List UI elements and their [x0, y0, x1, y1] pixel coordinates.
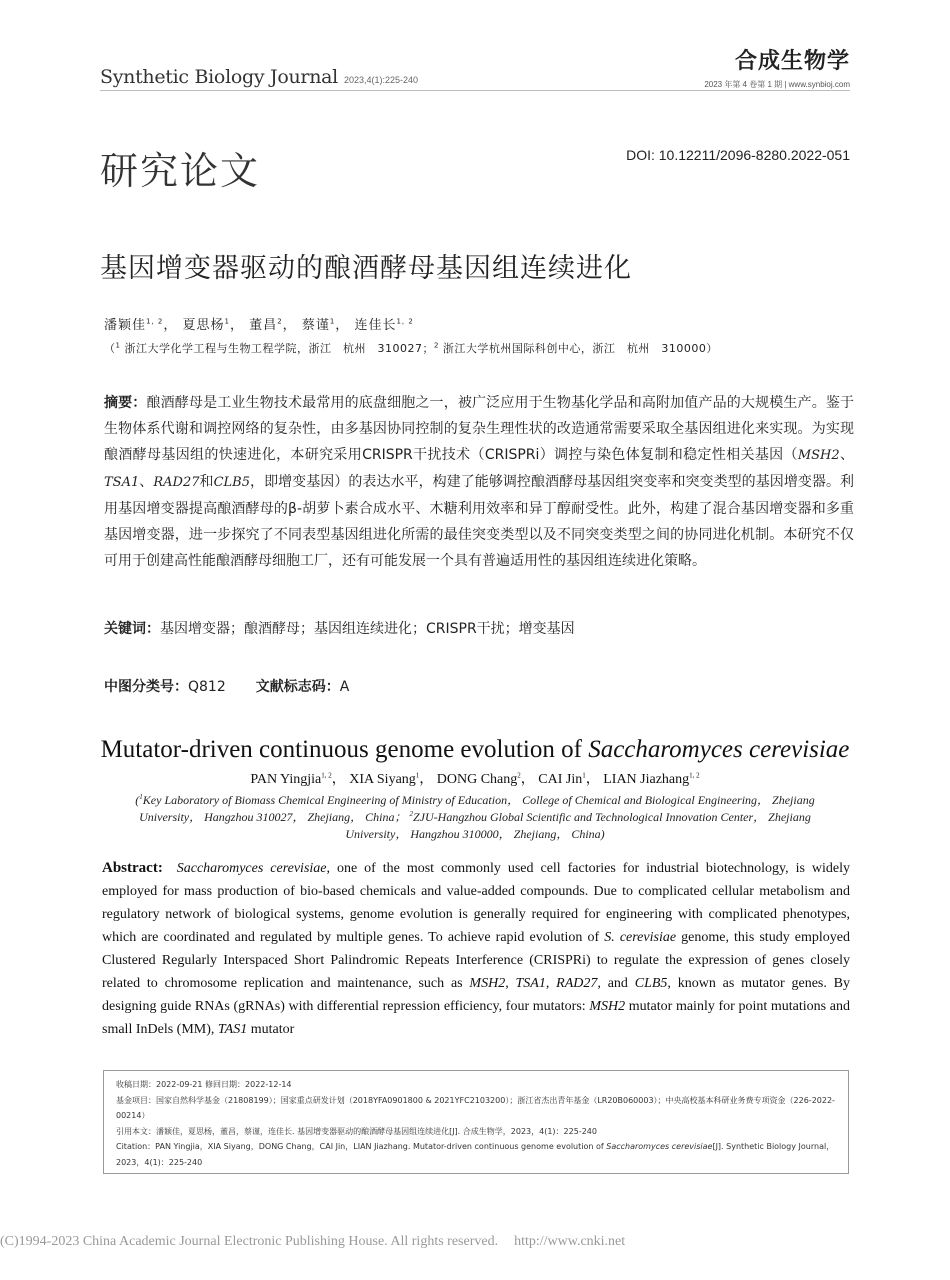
doc-code-value: A — [339, 679, 350, 695]
author-affil-sup: 1 — [582, 771, 586, 780]
author-name: 蔡谨 — [301, 318, 330, 333]
author-affil-sup: 1, 2 — [146, 317, 164, 326]
copyright-text: (C)1994-2023 China Academic Journal Electronic Publishing House. All rights reserved. — [0, 1234, 499, 1249]
paper-title-cn: 基因增变器驱动的酿酒酵母基因组连续进化 — [100, 253, 632, 284]
affil-open: ( — [135, 793, 140, 807]
section-type: 研究论文 — [100, 149, 261, 193]
title-en-main: Mutator-driven continuous genome evolution of — [100, 736, 589, 763]
keywords-label: 关键词： — [104, 621, 160, 637]
author-affil-sup: 2 — [517, 771, 521, 780]
abstract-text: , — [545, 976, 557, 991]
abstract-text: 、 — [839, 447, 855, 463]
author-name: DONG Chang — [436, 772, 518, 787]
author-name: 连佳长 — [354, 318, 397, 333]
gene-name: RAD27 — [153, 475, 200, 490]
abstract-text: 酿酒酵母是工业生物技术最常用的底盘细胞之一，被广泛应用于生物基化学品和高附加值产品的大规模生产。鉴于生物体系代谢和调控网络的复杂性，由多基因协同控制的复杂生理性状的改造通常需要采取全基因组进化来实现。为实现酿酒酵母基因组的快速进化，本研究采用CRISPR干扰技术（CRISPRi）调控与染色体复制和稳定性相关基因（ — [104, 395, 855, 463]
footnote-box — [103, 1070, 849, 1174]
abstract-cn — [104, 390, 854, 574]
gene-name: TSA1 — [515, 976, 546, 991]
issue-info[interactable]: 2023 年第 4 卷第 1 期 | www.synbioj.com — [704, 80, 850, 89]
author-affil-sup: 1, 2 — [689, 771, 700, 780]
journal-brand-block — [704, 44, 850, 90]
clc-value: Q812 — [188, 679, 226, 695]
abstract-en — [102, 857, 850, 1041]
author-name: 潘颖佳 — [104, 318, 147, 333]
author-name: 夏思杨 — [182, 318, 225, 333]
gene-name: CLB5 — [213, 475, 250, 490]
citation-en-species: Saccharomyces cerevisiae — [606, 1142, 713, 1151]
affil-open: （ — [104, 342, 116, 355]
citation-en-text: Citation：PAN Yingjia，XIA Siyang，DONG Chang，CAI Jin，LIAN Jiazhang. Mutator-driven continuous genome evolution of — [116, 1142, 607, 1151]
author-separator: ， — [282, 318, 297, 333]
author-affil-sup: 1, 2 — [321, 771, 332, 780]
author-list-cn — [104, 314, 414, 333]
author-separator: ， — [585, 772, 600, 787]
copyright-url[interactable]: http://www.cnki.net — [514, 1234, 626, 1249]
author-separator: ， — [419, 772, 434, 787]
gene-name: TAS1 — [217, 1022, 248, 1037]
abstract-label-en: Abstract: — [102, 860, 163, 876]
affil-sup: 2 — [433, 341, 439, 350]
journal-name: Synthetic Biology Journal — [100, 66, 338, 88]
paper-title-en — [0, 736, 950, 764]
keywords-cn — [104, 618, 575, 638]
affil-sup: 2 — [409, 810, 413, 818]
affil-sup: 1 — [139, 793, 143, 801]
author-name: CAI Jin — [538, 772, 583, 787]
affil-text: 浙江大学杭州国际科创中心，浙江 杭州 310000） — [438, 342, 718, 355]
abstract-text: genome, this study employed Clustered Regularly Interspaced Short Palindromic Repeats Interference (CRISPRi) to regulate the expression of genes closely related to chromosome replication and maintenance, such as — [102, 930, 850, 991]
affiliation-cn — [104, 340, 718, 356]
affil-text: ZJU-Hangzhou Global Scientific and Technological Innovation Center， Zhejiang University， Hangzhou 310000， Zhejiang， China) — [345, 810, 811, 841]
author-separator: ， — [230, 318, 245, 333]
keywords-text: 基因增变器；酿酒酵母；基因组连续进化；CRISPR干扰；增变基因 — [160, 621, 575, 637]
author-affil-sup: 1 — [415, 771, 420, 780]
author-affil-sup: 1, 2 — [396, 317, 414, 326]
abstract-text: 、 — [139, 474, 154, 490]
author-separator: ， — [520, 772, 535, 787]
journal-volume: 2023,4(1):225-240 — [343, 75, 419, 85]
abstract-text: ，即增变基因）的表达水平，构建了能够调控酿酒酵母基因组突变率和突变类型的基因增变器。利用基因增变器提高酿酒酵母的β-胡萝卜素合成水平、木糖利用效率和异丁醇耐受性。此外，构建了混合基因增变器和多重基因增变器，进一步探究了不同表型基因组进化所需的最佳突变类型以及不同突变类型之间的协同进化机制。本研究不仅可用于创建高性能酿酒酵母细胞工厂，还有可能发展一个具有普遍适用性的基因组连续进化策略。 — [104, 474, 854, 569]
gene-name: MSH2 — [469, 976, 506, 991]
abstract-text: known as mutator genes. By designing guide RNAs (gRNAs) with differential repression efficiency, four mutators: — [102, 976, 851, 1014]
author-name: LIAN Jiazhang — [603, 772, 690, 787]
species-name: Saccharomyces cerevisiae — [176, 861, 327, 876]
author-name: 董昌 — [249, 318, 278, 333]
author-affil-sup: 1 — [224, 317, 231, 326]
author-list-en — [0, 768, 950, 788]
abstract-text: and — [600, 976, 635, 991]
affiliation-en — [120, 792, 830, 843]
classification-line — [104, 676, 349, 696]
abstract-text: , — [505, 976, 516, 991]
gene-name: TSA1 — [104, 475, 140, 490]
author-affil-sup: 2 — [277, 317, 283, 326]
clc-label: 中图分类号： — [104, 679, 188, 695]
author-separator: ， — [335, 318, 350, 333]
species-name: S. cerevisiae — [604, 930, 677, 945]
doc-code-label: 文献标志码： — [255, 679, 340, 695]
abstract-label-cn: 摘要： — [104, 395, 147, 411]
author-separator: ， — [163, 318, 178, 333]
abstract-text: mutator — [247, 1022, 295, 1037]
author-separator: ， — [331, 772, 346, 787]
journal-brand: 合成生物学 — [734, 49, 850, 74]
copyright-line — [0, 1234, 625, 1250]
citation-cn: 引用本文：潘颖佳，夏思杨，董昌，蔡谨，连佳长. 基因增变器驱动的酿酒酵母基因组连续进化[J]. 合成生物学，2023，4(1)：225-240 — [116, 1126, 597, 1136]
abstract-text: 和 — [199, 474, 214, 490]
title-en-species: Saccharomyces cerevisiae — [588, 736, 850, 763]
author-name: XIA Siyang — [349, 772, 416, 787]
affil-text: Key Laboratory of Biomass Chemical Engineering of Ministry of Education， College of Chemical and Biological Engineering， Zhejiang University， Hangzhou 310027， Zhejiang， China； — [139, 793, 815, 824]
abstract-text: , one of the most commonly used cell factories for industrial biotechnology, is widely employed for mass production of bio-based chemicals and value-added compounds. Due to complicated cellular metabolism and regulatory network of biological systems, genome evolution is generally required for engineering with complicated phenotypes, which are coordinated and regulated by multiple genes. To achieve rapid evolution of — [102, 861, 850, 945]
citation-en-text: [J]. Synthetic Biology Journal，2023，4(1)：225-240 — [116, 1142, 835, 1167]
affil-text: 浙江大学化学工程与生物工程学院，浙江 杭州 310027； — [120, 342, 434, 355]
gene-name: MSH2 — [589, 999, 626, 1014]
journal-header — [100, 66, 418, 88]
header-divider — [100, 90, 850, 91]
gene-name: RAD27, — [556, 976, 601, 991]
author-name: PAN Yingjia — [250, 772, 322, 787]
gene-name: MSH2 — [797, 448, 840, 463]
affil-sup: 1 — [115, 341, 121, 350]
author-affil-sup: 1 — [329, 317, 336, 326]
doi[interactable]: DOI: 10.12211/2096-8280.2022-051 — [626, 147, 850, 163]
citation-en — [116, 1139, 836, 1170]
funding-info: 基金项目：国家自然科学基金（21808199）；国家重点研发计划（2018YFA0901800 & 2021YFC2103200）；浙江省杰出青年基金（LR20B060003）；中央高校基本科研业务费专项资金（226-2022-00214） — [116, 1095, 835, 1120]
gene-name: CLB5, — [634, 976, 671, 991]
received-dates: 收稿日期：2022-09-21 修回日期：2022-12-14 — [116, 1080, 292, 1089]
abstract-text: mutator mainly for point mutations and small InDels (MM), — [102, 999, 850, 1037]
